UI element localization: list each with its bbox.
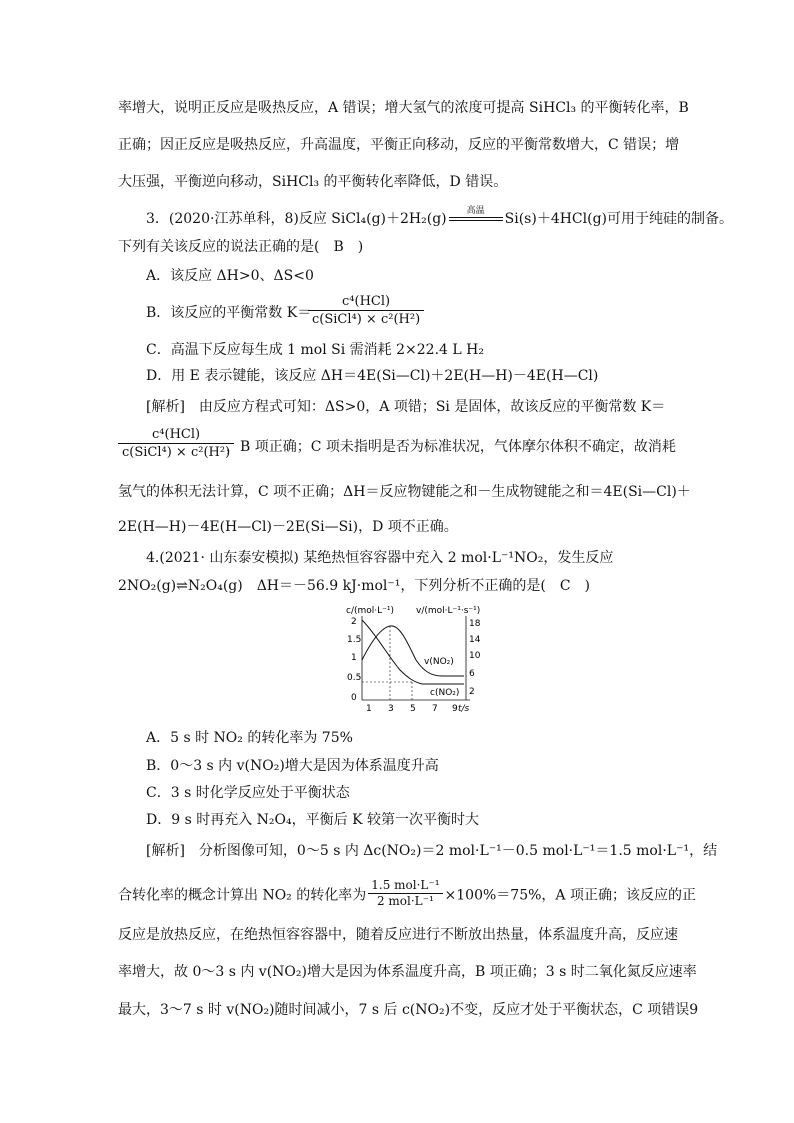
analysis-line: [解析] 分析图像可知，0～5 s 内 Δc(NO₂)＝2 mol·L⁻¹－0.5 mol·L⁻¹＝1.5 mol·L⁻¹，结 bbox=[146, 843, 718, 859]
equilibrium-constant-fraction bbox=[308, 293, 424, 328]
analysis-fraction bbox=[118, 426, 234, 461]
reaction-arrow bbox=[447, 206, 505, 229]
question-3-stem bbox=[146, 206, 734, 229]
fraction-denominator: 2 mol·L⁻¹ bbox=[376, 894, 434, 908]
reaction-condition: 高温 bbox=[466, 206, 485, 216]
left-tick: 2 bbox=[351, 617, 357, 627]
right-tick: 10 bbox=[469, 651, 481, 661]
analysis-line: ，B 项正确；C 项未指明是否为标准状况，气体摩尔体积不确定，故消耗 bbox=[226, 439, 676, 455]
x-tick: 7 bbox=[432, 704, 438, 714]
stem-part-a: 3．(2020·江苏单科，8)反应 SiCl₄(g)＋2H₂(g) bbox=[146, 211, 447, 227]
right-tick: 14 bbox=[469, 635, 481, 645]
left-tick: 0.5 bbox=[347, 673, 362, 683]
option-c: C．3 s 时化学反应处于平衡状态 bbox=[146, 785, 350, 801]
left-tick: 0 bbox=[351, 693, 357, 703]
question-3-prompt: 下列有关该反应的说法正确的是( B ) bbox=[118, 239, 364, 255]
text-line: 正确；因正反应是吸热反应，升高温度，平衡正向移动，反应的平衡常数增大，C 错误；增 bbox=[118, 137, 680, 153]
text-line: 大压强，平衡逆向移动，SiHCl₃ 的平衡转化率降低，D 错误。 bbox=[118, 174, 508, 190]
analysis-line: 反应是放热反应，在绝热恒容容器中，随着反应进行不断放出热量，体系温度升高，反应速 bbox=[118, 927, 678, 943]
fraction-numerator: c⁴(HCl) bbox=[118, 426, 234, 444]
left-axis-label: c/(mol·L⁻¹) bbox=[346, 606, 395, 616]
concentration-rate-graph bbox=[344, 604, 484, 720]
option-a: A．该反应 ΔH>0、ΔS<0 bbox=[146, 268, 314, 284]
right-axis-label: v/(mol·L⁻¹·s⁻¹) bbox=[416, 606, 481, 616]
stem-part-b: Si(s)＋4HCl(g)可用于纯硅的制备。 bbox=[504, 211, 734, 227]
right-tick: 6 bbox=[469, 669, 475, 679]
option-b: B．该反应的平衡常数 K＝ bbox=[146, 305, 312, 321]
question-4-stem: 4.(2021· 山东泰安模拟) 某绝热恒容容器中充入 2 mol·L⁻¹NO₂，发生反应 bbox=[146, 550, 614, 566]
conversion-fraction bbox=[368, 878, 442, 909]
analysis-line bbox=[118, 880, 696, 911]
left-tick: 1 bbox=[351, 653, 357, 663]
left-tick: 1.5 bbox=[347, 635, 362, 645]
x-tick: 3 bbox=[388, 704, 394, 714]
analysis-text: ×100%＝75%，A 项正确；该反应的正 bbox=[444, 887, 696, 904]
right-tick: 2 bbox=[469, 687, 475, 697]
analysis-line: 氢气的体积无法计算，C 项不正确；ΔH＝反应物键能之和－生成物键能之和＝4E(Si—Cl)＋ bbox=[118, 484, 691, 500]
option-b: B．0～3 s 内 v(NO₂)增大是因为体系温度升高 bbox=[146, 758, 439, 774]
fraction-denominator: c(SiCl⁴) × c²(H²) bbox=[312, 312, 421, 327]
question-4-reaction: 2NO₂(g)⇌N₂O₄(g) ΔH＝－56.9 kJ·mol⁻¹，下列分析不正确的是( C ) bbox=[118, 578, 591, 594]
analysis-line: 最大，3～7 s 时 v(NO₂)随时间减小，7 s 后 c(NO₂)不变，反应才处于平衡状态，C 项错误9 bbox=[118, 1002, 699, 1018]
right-tick: 18 bbox=[469, 619, 481, 629]
x-tick: 5 bbox=[410, 704, 416, 714]
fraction-denominator: c(SiCl⁴) × c²(H²) bbox=[122, 445, 231, 460]
x-axis-unit: t/s bbox=[458, 704, 470, 714]
analysis-line: [解析] 由反应方程式可知：ΔS>0，A 项错；Si 是固体，故该反应的平衡常数 K＝ bbox=[146, 399, 666, 415]
x-tick: 1 bbox=[366, 704, 372, 714]
rate-curve-label: v(NO₂) bbox=[424, 657, 454, 667]
analysis-text: 合转化率的概念计算出 NO₂ 的转化率为 bbox=[118, 887, 367, 904]
option-a: A．5 s 时 NO₂ 的转化率为 75% bbox=[146, 730, 353, 746]
x-tick: 9 bbox=[452, 704, 458, 714]
fraction-numerator: c⁴(HCl) bbox=[308, 293, 424, 311]
fraction-numerator: 1.5 mol·L⁻¹ bbox=[368, 878, 442, 894]
option-d: D．9 s 时再充入 N₂O₄，平衡后 K 较第一次平衡时大 bbox=[146, 812, 479, 828]
option-d: D．用 E 表示键能，该反应 ΔH＝4E(Si—Cl)＋2E(H—H)－4E(H—Cl) bbox=[146, 368, 599, 384]
analysis-line: 率增大，故 0～3 s 内 v(NO₂)增大是因为体系温度升高，B 项正确；3 s 时二氧化氮反应速率 bbox=[118, 964, 697, 980]
concentration-curve-label: c(NO₂) bbox=[430, 688, 460, 698]
text-line: 率增大，说明正反应是吸热反应，A 错误；增大氢气的浓度可提高 SiHCl₃ 的平衡转化率，B bbox=[118, 100, 689, 116]
analysis-line: 2E(H—H)－4E(H—Cl)－2E(Si—Si)，D 项不正确。 bbox=[118, 519, 458, 535]
option-c: C．高温下反应每生成 1 mol Si 需消耗 2×22.4 L H₂ bbox=[146, 342, 484, 358]
